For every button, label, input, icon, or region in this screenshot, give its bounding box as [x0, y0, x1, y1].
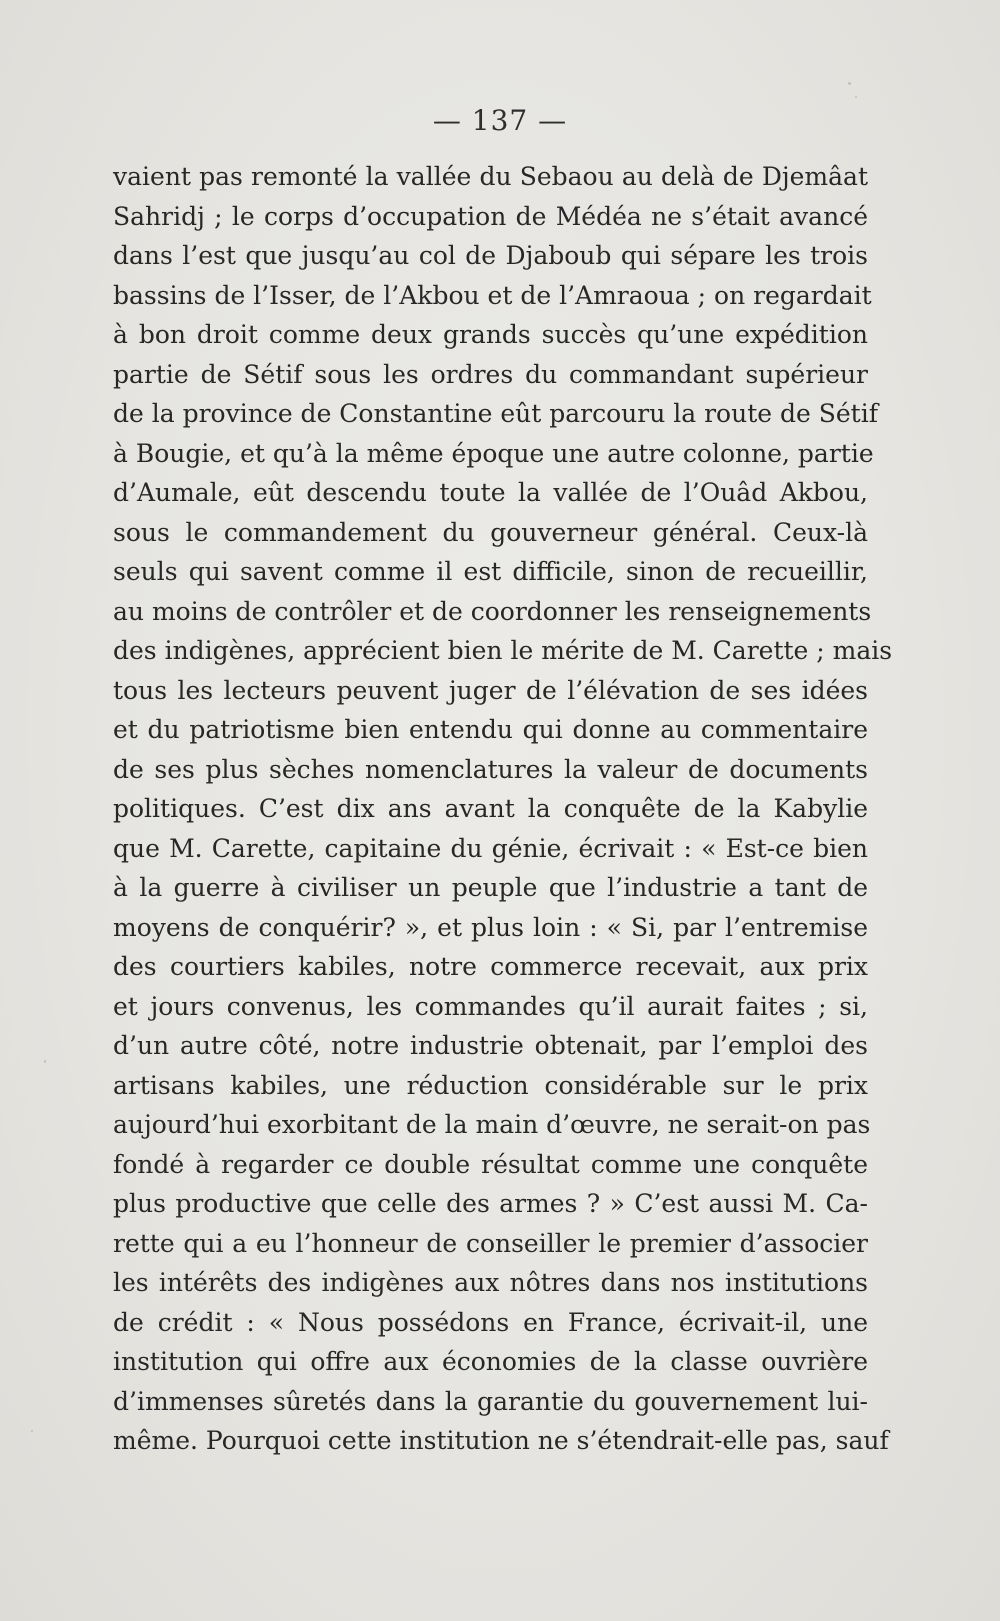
text-line: tous les lecteurs peuvent juger de l’élévation de ses idées — [113, 675, 868, 705]
text-line: à Bougie, et qu’à la même époque une autre colonne, partie — [113, 438, 874, 468]
text-line: vaient pas remonté la vallée du Sebaou au delà de Djemâat — [113, 162, 868, 191]
paper-speck — [44, 1060, 46, 1063]
text-line: des courtiers kabiles, notre commerce recevait, aux prix — [113, 952, 868, 981]
page-number: — 137 — — [432, 104, 568, 137]
text-line: d’un autre côté, notre industrie obtenait, par l’emploi des — [113, 1031, 868, 1060]
text-line: de ses plus sèches nomenclatures la valeur de documents — [113, 754, 868, 784]
text-line: fondé à regarder ce double résultat comme une conquête — [113, 1149, 868, 1179]
text-line: à la guerre à civiliser un peuple que l’industrie a tant de — [113, 873, 868, 902]
text-line: plus productive que celle des armes ? » C’est aussi M. Ca- — [113, 1189, 868, 1218]
text-line: politiques. C’est dix ans avant la conquête de la Kabylie — [113, 794, 868, 823]
text-line: bassins de l’Isser, de l’Akbou et de l’Amraoua ; on regardait — [113, 280, 872, 310]
text-line: à bon droit comme deux grands succès qu’une expédition — [113, 320, 868, 349]
text-line: et jours convenus, les commandes qu’il aurait faites ; si, — [113, 991, 868, 1021]
text-line: de crédit : « Nous possédons en France, écrivait-il, une — [113, 1307, 868, 1337]
text-line: d’Aumale, eût descendu toute la vallée de l’Ouâd Akbou, — [113, 478, 868, 507]
body-text — [113, 157, 893, 1461]
text-line: rette qui a eu l’honneur de conseiller le premier d’associer — [113, 1228, 868, 1258]
text-line: des indigènes, apprécient bien le mérite de M. Carette ; mais — [113, 636, 893, 665]
text-line: institution qui offre aux économies de la classe ouvrière — [113, 1347, 868, 1376]
text-line: dans l’est que jusqu’au col de Djaboub qui sépare les trois — [113, 241, 868, 270]
text-line: aujourd’hui exorbitant de la main d’œuvre, ne serait-on pas — [113, 1110, 871, 1139]
paper-speck — [848, 82, 851, 85]
text-line: et du patriotisme bien entendu qui donne au commentaire — [113, 715, 868, 744]
text-line: moyens de conquérir? », et plus loin : « Si, par l’entremise — [113, 912, 868, 942]
text-line: Sahridj ; le corps d’occupation de Médéa ne s’était avancé — [113, 201, 868, 231]
text-line: les intérêts des indigènes aux nôtres dans nos institutions — [113, 1268, 868, 1297]
text-line: partie de Sétif sous les ordres du commandant supérieur — [113, 359, 868, 389]
text-line: artisans kabiles, une réduction considérable sur le prix — [113, 1070, 868, 1100]
text-line: d’immenses sûretés dans la garantie du gouvernement lui- — [113, 1386, 868, 1416]
text-line: seuls qui savent comme il est difficile, sinon de recueillir, — [113, 557, 868, 586]
text-line: même. Pourquoi cette institution ne s’étendrait-elle pas, sauf — [113, 1426, 889, 1455]
text-line: de la province de Constantine eût parcouru la route de Sétif — [113, 399, 878, 428]
paper-speck — [31, 1430, 33, 1432]
paper-speck — [855, 96, 857, 98]
text-line: au moins de contrôler et de coordonner les renseignements — [113, 596, 872, 626]
text-line: que M. Carette, capitaine du génie, écrivait : « Est-ce bien — [113, 833, 868, 863]
text-line: sous le commandement du gouverneur général. Ceux-là — [113, 517, 868, 547]
